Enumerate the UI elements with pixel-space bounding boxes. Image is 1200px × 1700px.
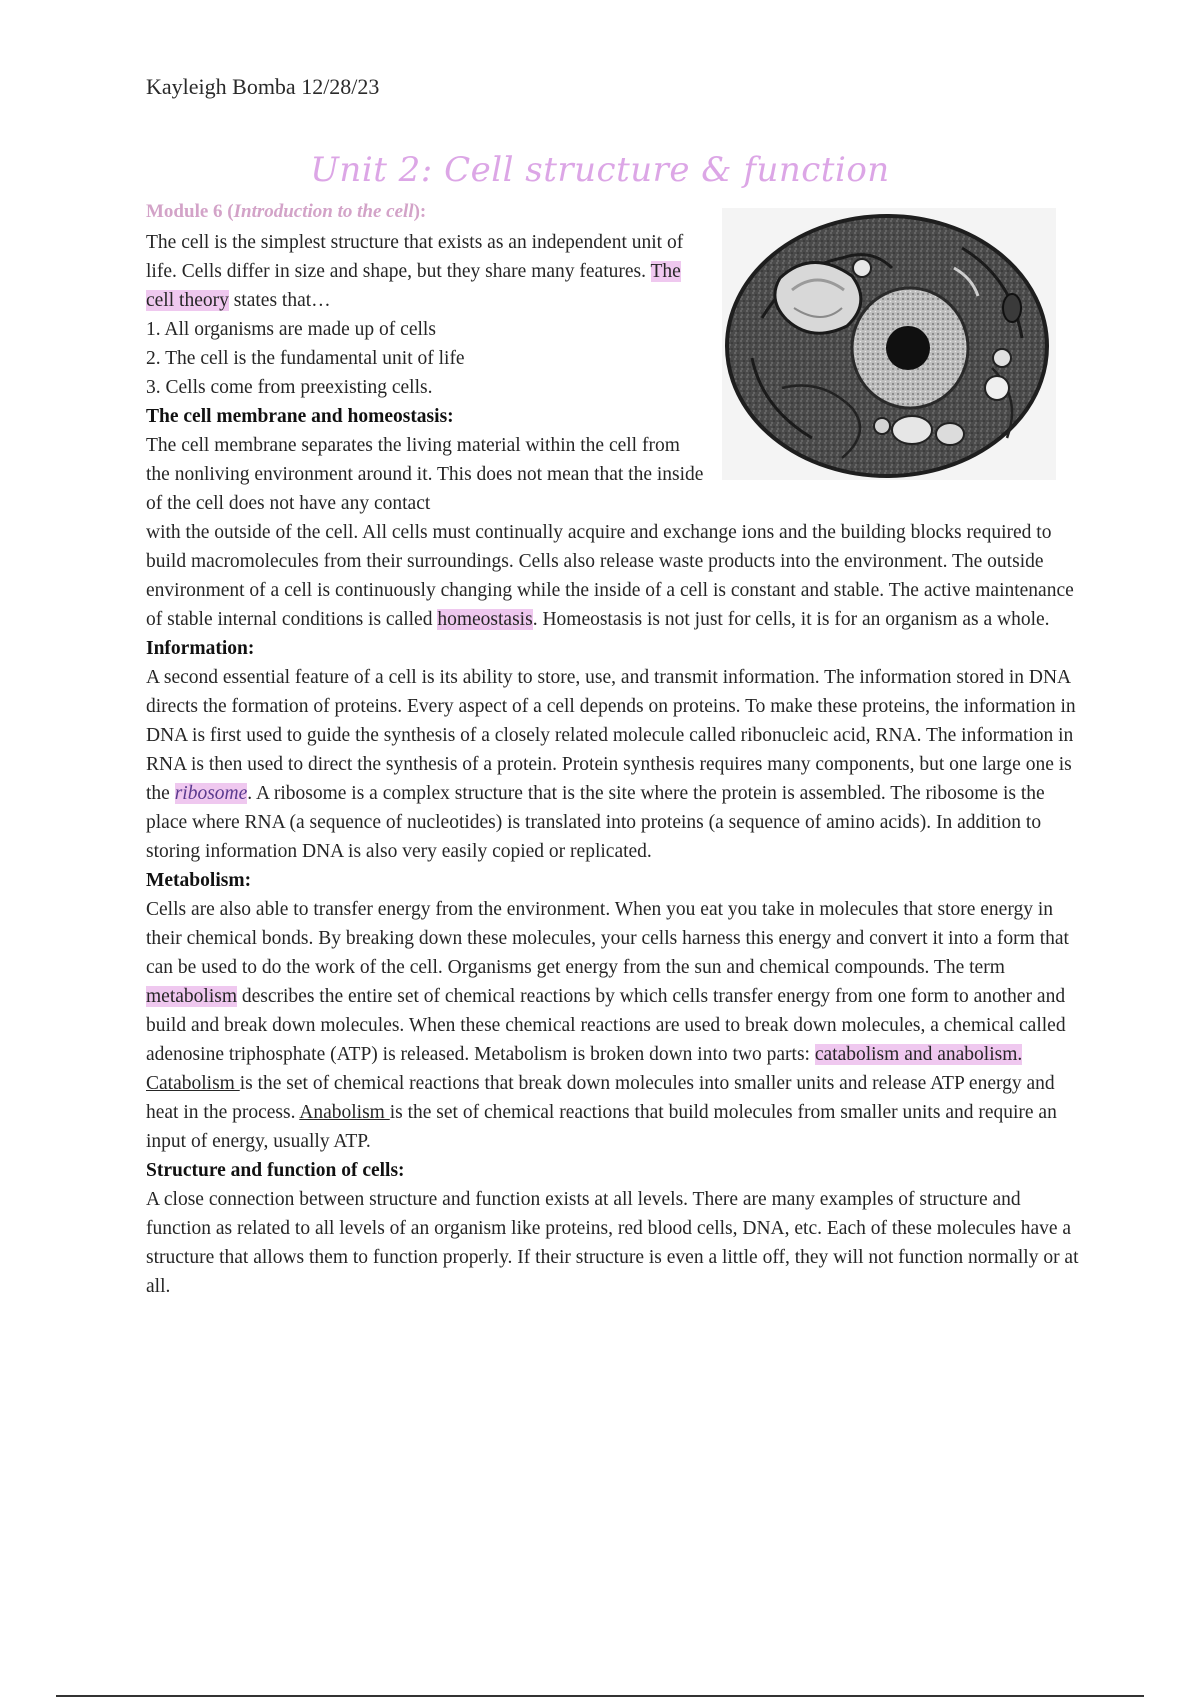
meta-text-a: Cells are also able to transfer energy from the environment. When you eat you take in molecules that store energy in their chemical bonds. By breaking down these molecules, your cells harness this energy and convert it into a form that can be used to do the work of the cell. Organisms get energy from the sun and chemical compounds. The term [146, 899, 1069, 978]
intro-text-b: states that… [228, 290, 331, 311]
highlight-metabolism: metabolism [146, 986, 237, 1007]
highlight-homeostasis: homeostasis [437, 609, 533, 630]
underline-anabolism: Anabolism [299, 1102, 390, 1123]
module-prefix: Module 6 ( [146, 201, 234, 222]
meta-text-e: is the set of chemical reactions that build molecules from smaller units and require an input of energy, usually ATP. [146, 1102, 1057, 1152]
underline-catabolism: Catabolism [146, 1073, 240, 1094]
footer-divider [56, 1695, 1144, 1697]
highlight-ribosome: ribosome [174, 783, 248, 804]
highlight-catabolism-anabolism: catabolism and anabolism. [814, 1044, 1023, 1065]
membrane-paragraph-a: The cell membrane separates the living material within the cell from the nonliving environment around it. This does not mean that the inside of the cell does not have any contact [146, 435, 704, 514]
metabolism-paragraph [146, 895, 1086, 1156]
list-item: 1. All organisms are made up of cells [146, 319, 436, 340]
author-date: Kayleigh Bomba 12/28/23 [146, 74, 380, 99]
heading-metabolism: Metabolism: [146, 870, 252, 891]
list-item: 2. The cell is the fundamental unit of life [146, 348, 465, 369]
module-suffix: ): [413, 201, 427, 222]
structure-paragraph: A close connection between structure and function exists at all levels. There are many examples of structure and function as related to all levels of an organism like proteins, red blood cells, DNA, etc. Each of these molecules have a structure that allows them to function properly. If their structure is even a little off, they will not function normally or at all. [146, 1189, 1079, 1297]
module-heading [146, 201, 426, 223]
information-paragraph [146, 663, 1086, 866]
membrane-text-b: with the outside of the cell. All cells must continually acquire and exchange ions and the building blocks required to build macromolecules from their surroundings. Cells also release waste products into the environment. The outside environment of a cell is continuously changing while the inside of a cell is constant and stable. The active maintenance of stable internal conditions is called [146, 522, 1074, 630]
heading-structure: Structure and function of cells: [146, 1160, 405, 1181]
intro-section [146, 228, 706, 518]
intro-paragraph [146, 228, 706, 315]
intro-text-a: The cell is the simplest structure that exists as an independent unit of life. Cells differ in size and shape, but they share many features. [146, 232, 684, 282]
membrane-paragraph-b [146, 518, 1086, 634]
heading-information: Information: [146, 638, 255, 659]
highlight-cell-theory: The cell theory [146, 261, 681, 311]
cell-micrograph-image [722, 208, 1056, 480]
info-text-b: . A ribosome is a complex structure that is the site where the protein is assembled. The ribosome is the place where RNA (a sequence of nucleotides) is translated into proteins (a sequence of amino acids). In addition to storing information DNA is also very easily copied or replicated. [146, 783, 1045, 862]
module-italic: Introduction to the cell [233, 201, 414, 222]
list-item: 3. Cells come from preexisting cells. [146, 377, 433, 398]
meta-text-b: describes the entire set of chemical reactions by which cells transfer energy from one form to another and build and break down molecules. When these chemical reactions are used to break down molecules, a chemical called adenosine triphosphate (ATP) is released. Metabolism is broken down into two parts: [146, 986, 1066, 1065]
heading-membrane: The cell membrane and homeostasis: [146, 406, 454, 427]
membrane-text-c: . Homeostasis is not just for cells, it is for an organism as a whole. [532, 609, 1050, 630]
unit-title: Unit 2: Cell structure & function [310, 150, 890, 190]
body-section [146, 518, 1086, 1301]
info-text-a: A second essential feature of a cell is its ability to store, use, and transmit information. The information stored in DNA directs the formation of proteins. Every aspect of a cell depends on proteins. To make these proteins, the information in DNA is first used to guide the synthesis of a closely related molecule called ribonucleic acid, RNA. The information in RNA is then used to direct the synthesis of a protein. Protein synthesis requires many components, but one large one is the [146, 667, 1076, 804]
meta-text-d: is the set of chemical reactions that break down molecules into smaller units and release ATP energy and heat in the process. [146, 1073, 1055, 1123]
